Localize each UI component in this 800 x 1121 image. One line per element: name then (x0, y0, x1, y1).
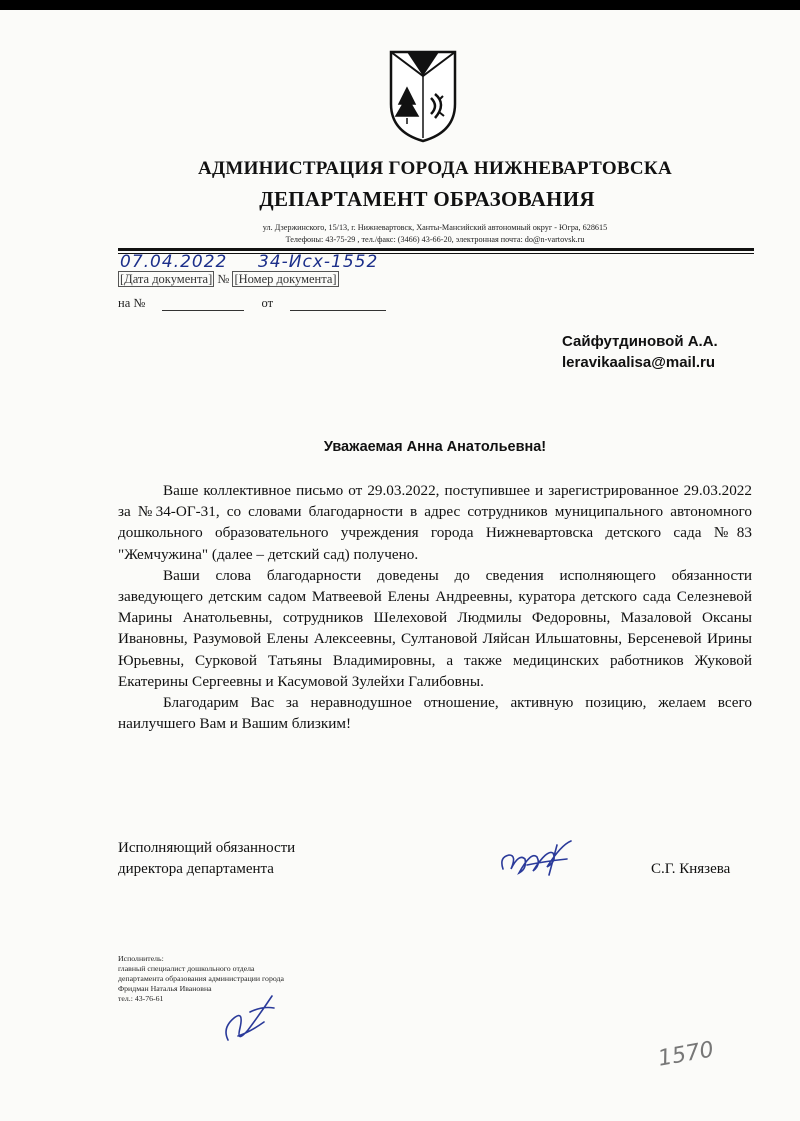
organization-name: АДМИНИСТРАЦИЯ ГОРОДА НИЖНЕВАРТОВСКА (197, 158, 673, 179)
body-paragraph-3: Благодарим Вас за неравнодушное отношение, активную позицию, желаем всего наилучшего Вам и Вашим близким! (118, 694, 752, 733)
reply-line (118, 295, 386, 311)
signer-name: С.Г. Князева (651, 861, 731, 877)
reply-from-blank (290, 295, 386, 311)
doc-fields-line (118, 272, 339, 287)
recipient-email: leravikaalisa@mail.ru (562, 354, 716, 371)
executor-title-line2: департамента образования администрации города (118, 974, 284, 983)
signer-position-line2: директора департамента (118, 861, 274, 877)
reply-to-label: на № (118, 296, 146, 310)
reply-to-blank (162, 295, 244, 311)
date-field: [Дата документа] (120, 272, 213, 286)
executor-title-line1: главный специалист дошкольного отдела (118, 964, 255, 973)
executor-name: Фридман Наталья Ивановна (118, 984, 212, 993)
handwritten-stamp-number: 1570 (656, 1037, 716, 1072)
city-coat-of-arms (387, 48, 459, 144)
number-field: [Номер документа] (234, 272, 337, 286)
letter-page (0, 10, 800, 1121)
letter-body (118, 480, 752, 734)
department-name: ДЕПАРТАМЕНТ ОБРАЗОВАНИЯ (259, 187, 595, 211)
recipient-name: Сайфутдиновой А.А. (562, 333, 718, 350)
number-sign: № (217, 272, 230, 286)
header-rule-thick (118, 248, 754, 251)
handwritten-date: 07.04.2022 (120, 252, 228, 272)
handwritten-number: 34-Исх-1552 (258, 252, 379, 272)
body-paragraph-1: Ваше коллективное письмо от 29.03.2022, поступившее и зарегистрированное 29.03.2022 за №34-ОГ-31, со словами благодарности в адрес сотрудников муниципального автономного дошкольного образовательного учреждения города Нижневартовска детского сада №83 "Жемчужина" (далее – детский сад) получено. (118, 482, 752, 563)
signer-position-line1: Исполняющий обязанности (118, 840, 296, 856)
executor-signature (220, 988, 280, 1048)
contacts-line: Телефоны: 43-75-29 , тел./факс: (3466) 43-66-20, электронная почта: do@n-vartovsk.ru (285, 235, 585, 244)
executor-phone: тел.: 43-76-61 (118, 994, 164, 1003)
reply-from-label: от (261, 296, 274, 310)
executor-label: Исполнитель: (118, 954, 164, 963)
director-signature (497, 835, 577, 885)
salutation: Уважаемая Анна Анатольевна! (323, 439, 547, 455)
address-line: ул. Дзержинского, 15/13, г. Нижневартовск, Ханты-Мансийский автономный округ - Югра, 628615 (262, 223, 608, 232)
body-paragraph-2: Ваши слова благодарности доведены до сведения исполняющего обязанности заведующего детским садом Матвеевой Елены Андреевны, куратора детского сада Селезневой Марины Анатольевны, сотрудников Шелеховой Людмилы Федоровны, Мазаловой Оксаны Ивановны, Разумовой Елены Алексеевны, Султановой Ляйсан Ильшатовны, Берсеневой Ирины Юрьевны, Сурковой Татьяны Владимировны, а также медицинских работников Жуковой Екатерины Сергеевны и Касумовой Зулейхи Галибовны. (118, 566, 752, 690)
